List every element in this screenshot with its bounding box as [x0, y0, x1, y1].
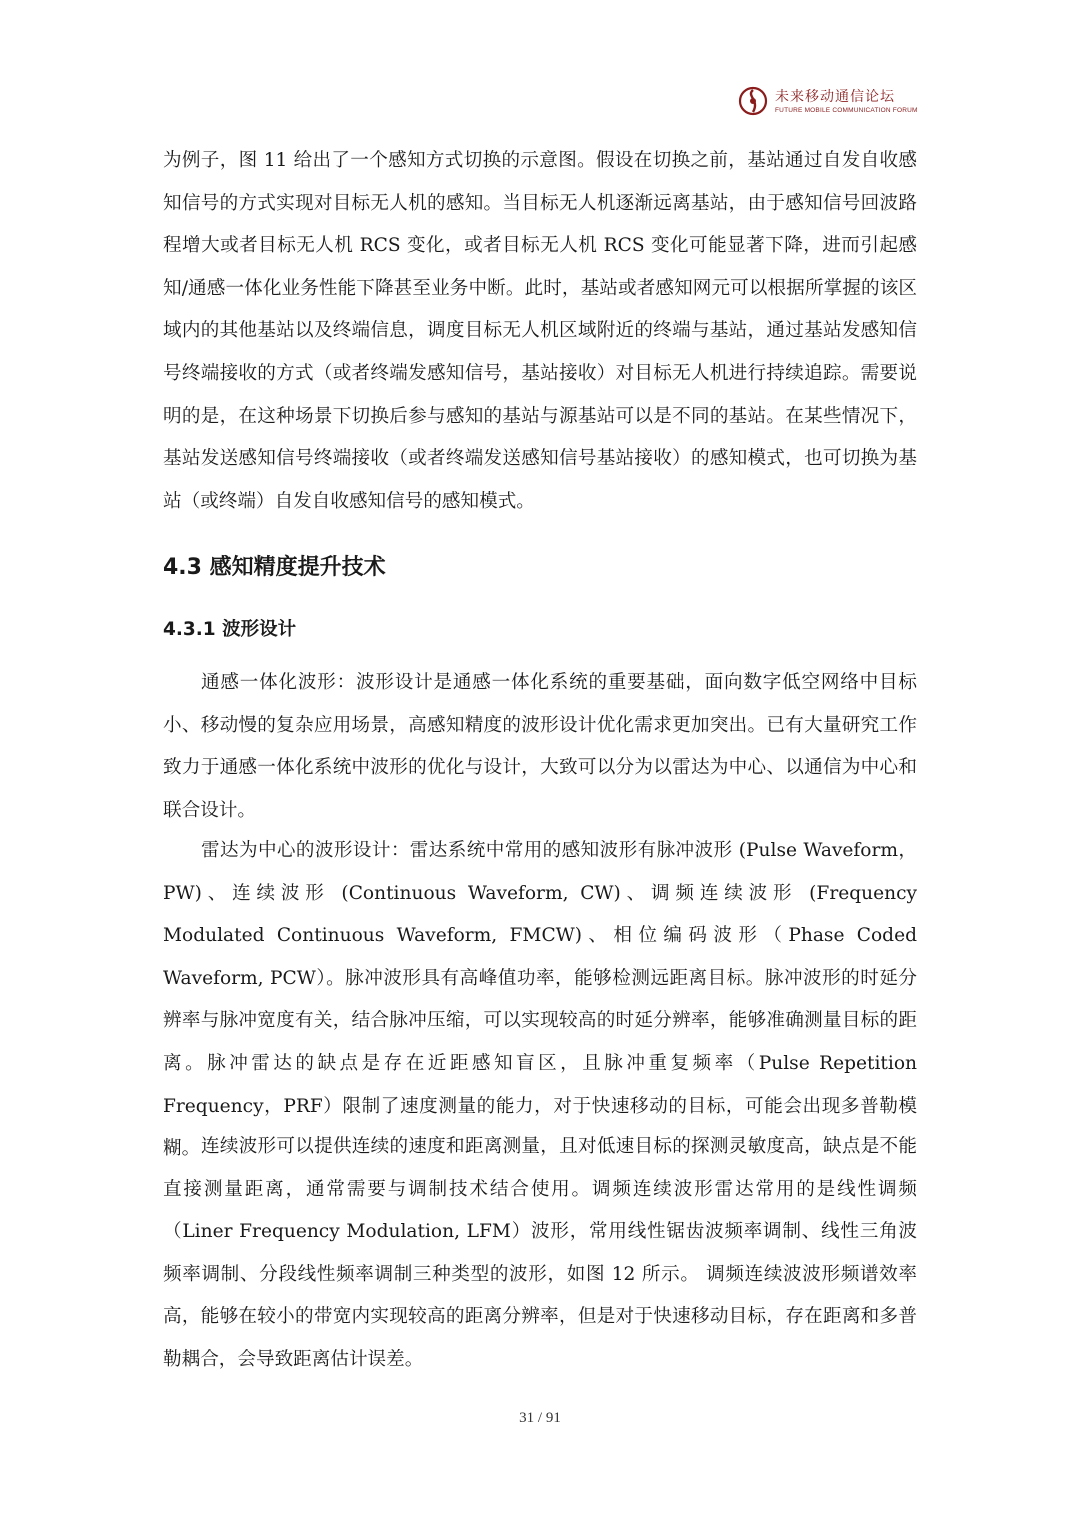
logo-english-name: FUTURE MOBILE COMMUNICATION FORUM — [775, 106, 918, 114]
intro-paragraph-block — [163, 140, 917, 523]
intro-paragraph: 为例子，图 11 给出了一个感知方式切换的示意图。假设在切换之前，基站通过自发自收感知信号的方式实现对目标无人机的感知。当目标无人机逐渐远离基站，由于感知信号回波路程增大或者目标无人机 RCS 变化，或者目标无人机 RCS 变化可能显著下降，进而引起感知/通感一体化业务性能下降甚至业务中断。此时，基站或者感知网元可以根据所掌握的该区域内的其他基站以及终端信息，调度目标无人机区域附近的终端与基站，通过基站发感知信号终端接收的方式（或者终端发感知信号，基站接收）对目标无人机进行持续追踪。需要说明的是，在这种场景下切换后参与感知的基站与源基站可以是不同的基站。在某些情况下，基站发送感知信号终端接收（或者终端发送感知信号基站接收）的感知模式，也可切换为基站（或终端）自发自收感知信号的感知模式。 — [163, 150, 917, 512]
radar-paragraph-block — [163, 830, 917, 1171]
waveform-paragraph: 通感一体化波形：波形设计是通感一体化系统的重要基础，面向数字低空网络中目标小、移动慢的复杂应用场景，高感知精度的波形设计优化需求更加突出。已有大量研究工作致力于通感一体化系统中波形的优化与设计，大致可以分为以雷达为中心、以通信为中心和联合设计。 — [163, 672, 917, 821]
page-number: 31 / 91 — [519, 1410, 561, 1426]
radar-paragraph: 雷达为中心的波形设计：雷达系统中常用的感知波形有脉冲波形 (Pulse Waveform，PW)、连续波形 (Continuous Waveform, CW)、调频连续波形 (Frequency Modulated Continuous Waveform, FMCW)、相位编码波形（Phase Coded Waveform, PCW）。脉冲波形具有高峰值功率，能够检测远距离目标。脉冲波形的时延分辨率与脉冲宽度有关，结合脉冲压缩，可以实现较高的时延分辨率，能够准确测量目标的距离。脉冲雷达的缺点是存在近距感知盲区，且脉冲重复频率（Pulse Repetition Frequency，PRF）限制了速度测量的能力，对于快速移动的目标，可能会出现多普勒模糊。 — [163, 840, 917, 1160]
waveform-paragraph-block — [163, 662, 917, 832]
logo-chinese-name: 未来移动通信论坛 — [775, 88, 895, 105]
header-logo — [738, 86, 918, 116]
section-heading: 4.3 感知精度提升技术 — [163, 555, 386, 580]
cw-paragraph: 连续波形可以提供连续的速度和距离测量，且对低速目标的探测灵敏度高，缺点是不能直接测量距离，通常需要与调制技术结合使用。调频连续波形雷达常用的是线性调频（Liner Frequency Modulation, LFM）波形，常用线性锯齿波频率调制、线性三角波频率调制、分段线性频率调制三种类型的波形，如图 12 所示。 调频连续波波形频谱效率高，能够在较小的带宽内实现较高的距离分辨率，但是对于快速移动目标，存在距离和多普勒耦合，会导致距离估计误差。 — [163, 1136, 917, 1370]
cw-paragraph-block — [163, 1126, 917, 1382]
subsection-heading: 4.3.1 波形设计 — [163, 619, 297, 640]
forum-logo-icon — [738, 86, 768, 116]
